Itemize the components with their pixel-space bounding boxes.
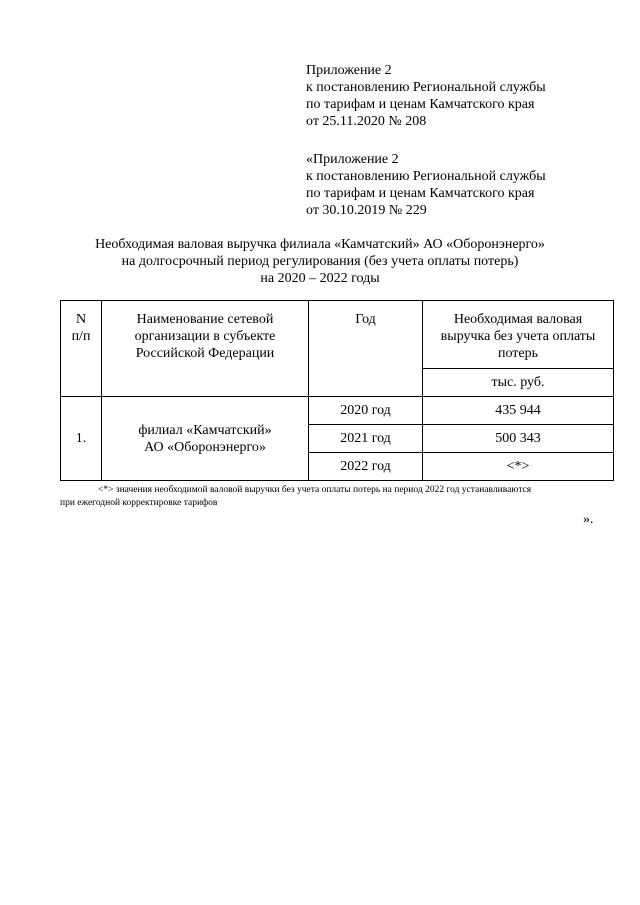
revenue-table (60, 300, 614, 481)
annex-line: к постановлению Региональной службы (306, 169, 546, 184)
annex-line: «Приложение 2 (306, 152, 399, 167)
header-revenue: Необходимая валовая выручка без учета оплаты потерь (423, 301, 614, 369)
annex-line: по тарифам и ценам Камчатского края (306, 186, 535, 201)
annex-line: от 25.11.2020 № 208 (306, 114, 427, 129)
cell-value: <*> (423, 453, 614, 481)
annex-header-previous (306, 151, 546, 219)
row-number: 1. (61, 397, 102, 481)
header-organization: Наименование сетевой организации в субъекте Российской Федерации (102, 301, 309, 397)
title-line: на 2020 – 2022 годы (260, 271, 380, 286)
title-line: на долгосрочный период регулирования (без учета оплаты потерь) (121, 254, 519, 269)
header-number: N п/п (61, 301, 102, 397)
footnote-line: при ежегодной корректировке тарифов (60, 498, 218, 508)
closing-quote: ». (583, 512, 594, 527)
cell-value: 435 944 (423, 397, 614, 425)
cell-year: 2021 год (309, 425, 423, 453)
cell-year: 2022 год (309, 453, 423, 481)
header-units: тыс. руб. (423, 369, 614, 397)
footnote (60, 484, 613, 510)
header-year: Год (309, 301, 423, 397)
title-line: Необходимая валовая выручка филиала «Камчатский» АО «Оборонэнерго» (95, 237, 545, 252)
annex-line: Приложение 2 (306, 63, 392, 78)
cell-year: 2020 год (309, 397, 423, 425)
row-organization: филиал «Камчатский» АО «Оборонэнерго» (102, 397, 309, 481)
annex-line: от 30.10.2019 № 229 (306, 203, 427, 218)
annex-header-current (306, 62, 546, 130)
footnote-line: <*> значения необходимой валовой выручки без учета оплаты потерь на период 2022 год устанавливаются (98, 485, 532, 495)
annex-line: по тарифам и ценам Камчатского края (306, 97, 535, 112)
annex-line: к постановлению Региональной службы (306, 80, 546, 95)
document-title (0, 236, 640, 287)
cell-value: 500 343 (423, 425, 614, 453)
